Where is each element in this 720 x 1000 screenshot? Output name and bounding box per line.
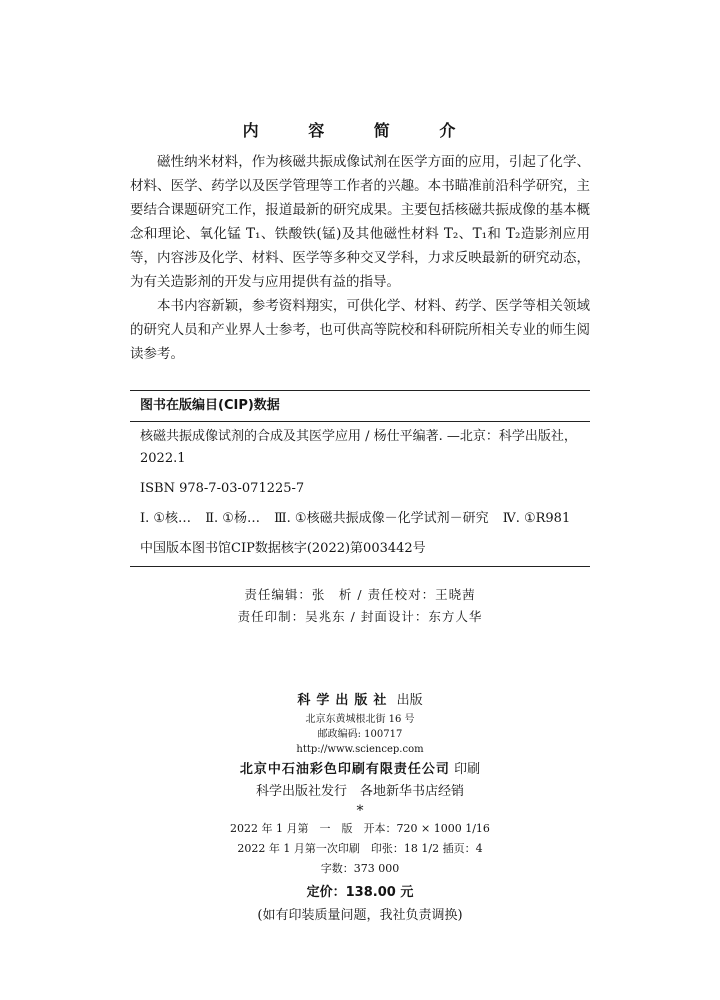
separator-star: * xyxy=(356,803,364,819)
cip-block xyxy=(130,390,590,567)
publisher-suffix: 出版 xyxy=(396,693,423,708)
cip-record-number: 中国版本图书馆CIP数据核字(2022)第003442号 xyxy=(140,541,426,556)
cip-classification xyxy=(140,508,590,530)
quality-notice: (如有印装质量问题，我社负责调换) xyxy=(257,908,463,923)
cip-top-rule xyxy=(130,390,590,391)
intro-paragraph: 本书内容新颖，参考资料翔实，可供化学、材料、药学、医学等相关领域的研究人员和产业界人士参考，也可供高等院校和科研院所相关专业的师生阅读参考。 xyxy=(130,298,590,362)
printing-line: 2022 年 1 月第一次印刷 印张：18 1/2 插页：4 xyxy=(237,842,483,855)
cip-isbn: ISBN 978-7-03-071225-7 xyxy=(140,481,305,496)
cip-heading: 图书在版编目(CIP)数据 xyxy=(140,398,280,413)
cip-reference: 核磁共振成像试剂的合成及其医学应用 / 杨仕平编著. —北京：科学出版社，2022.1 xyxy=(140,429,577,466)
publisher-name: 科学出版社 xyxy=(297,693,393,708)
cip-class-item: Ⅱ. ①杨… xyxy=(205,511,260,526)
word-count: 字数：373 000 xyxy=(320,862,400,875)
publisher-website: http://www.sciencep.com xyxy=(296,744,424,755)
distribution-line: 科学出版社发行 各地新华书店经销 xyxy=(255,784,464,799)
cip-heading-rule xyxy=(130,421,590,422)
edition-line: 2022 年 1 月第 一 版 开本：720 × 1000 1/16 xyxy=(230,822,490,835)
cip-class-item: Ⅳ. ①R981 xyxy=(502,511,571,526)
credits-line: 责任印制：吴兆东 / 封面设计：东方人华 xyxy=(237,609,483,624)
printer-name: 北京中石油彩色印刷有限责任公司 xyxy=(239,762,450,777)
credits-line: 责任编辑：张 析 / 责任校对：王晓茜 xyxy=(244,587,476,602)
intro-body xyxy=(130,150,590,366)
printer-line xyxy=(130,759,590,781)
editorial-credits xyxy=(130,584,590,628)
intro-title: 内 容 简 介 xyxy=(242,121,478,140)
cip-bottom-rule xyxy=(130,566,590,567)
publisher-line xyxy=(130,690,590,712)
cip-class-item: Ⅲ. ①核磁共振成像－化学试剂－研究 xyxy=(274,511,489,526)
publisher-address: 北京东黄城根北街 16 号 xyxy=(305,714,415,725)
intro-paragraph: 磁性纳米材料，作为核磁共振成像试剂在医学方面的应用，引起了化学、材料、医学、药学以及医学管理等工作者的兴趣。本书瞄准前沿科学研究，主要结合课题研究工作，报道最新的研究成果。主要包括核磁共振成像的基本概念和理论、氧化锰 T₁、铁酸铁(锰)及其他磁性材料 T₂、T₁和 T₂造影剂应用等，内容涉及化学、材料、医学等多种交叉学科，力求反映最新的研究动态，为有关造影剂的开发与应用提供有益的指导。 xyxy=(130,154,590,290)
publisher-postcode: 邮政编码: 100717 xyxy=(317,729,403,740)
imprint-block xyxy=(130,690,590,927)
cip-class-item: Ⅰ. ①核… xyxy=(140,511,192,526)
price: 定价：138.00 元 xyxy=(306,885,414,900)
printer-suffix: 印刷 xyxy=(454,762,481,777)
